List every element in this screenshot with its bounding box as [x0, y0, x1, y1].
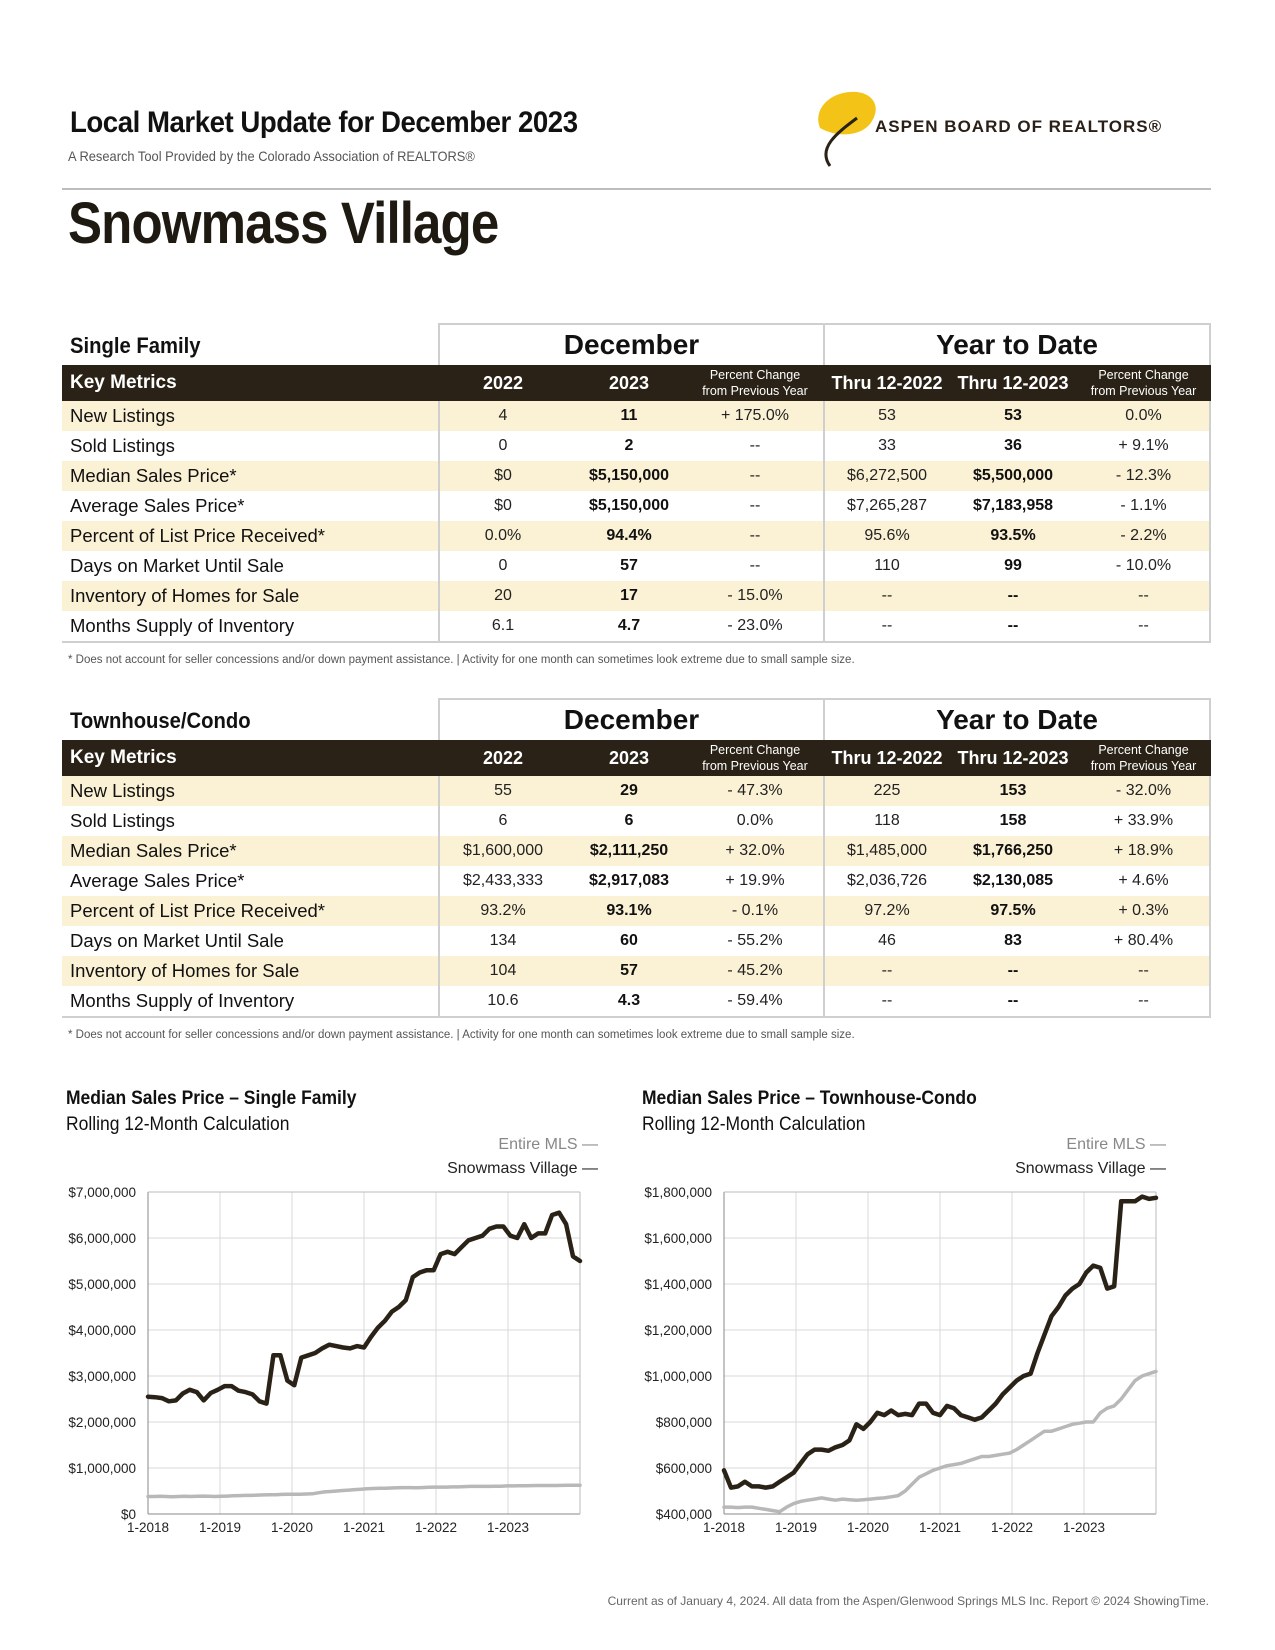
cell-ypct: + 4.6% — [1118, 872, 1169, 889]
cell-y23: 158 — [999, 812, 1027, 829]
cell-ypct: + 33.9% — [1113, 812, 1174, 829]
cell-y22: $6,272,500 — [846, 467, 928, 484]
y-tick-label: $0 — [120, 1507, 136, 1522]
x-tick-label: 1-2018 — [702, 1520, 746, 1535]
cell-ypct: 0.0% — [1125, 407, 1162, 424]
cell-ypct: + 9.1% — [1118, 437, 1169, 454]
cell-y23: 153 — [999, 782, 1027, 799]
cell-y23: $7,183,958 — [972, 497, 1054, 514]
cell-d22: 4 — [498, 407, 508, 424]
column-header-row — [62, 365, 1211, 401]
percent-change-line1: Percent Change — [1098, 743, 1189, 757]
column-header-2022: 2022 — [482, 373, 524, 393]
table-row — [62, 806, 1211, 836]
cell-d22: 0 — [498, 437, 508, 454]
cell-y22: 33 — [878, 437, 896, 454]
cell-ypct: - 10.0% — [1115, 557, 1172, 574]
table-row — [62, 581, 1211, 611]
footer-note: Current as of January 4, 2024. All data from the Aspen/Glenwood Springs MLS Inc. Report © 2024 ShowingTime. — [607, 1594, 1209, 1608]
table-row — [62, 491, 1211, 521]
cell-y22: 110 — [874, 557, 900, 574]
cell-dpct: + 175.0% — [720, 407, 790, 424]
cell-y22: 95.6% — [864, 527, 910, 544]
cell-d22: 6 — [498, 812, 508, 829]
cell-y22: -- — [881, 587, 893, 604]
section-header — [62, 698, 1211, 740]
cell-d22: 93.2% — [480, 902, 526, 919]
cell-dpct: -- — [749, 497, 761, 514]
x-tick-label: 1-2023 — [1062, 1520, 1106, 1535]
column-header-percent-change — [1076, 367, 1211, 399]
cell-y22: $7,265,287 — [846, 497, 928, 514]
group-header-ytd: Year to Date — [823, 698, 1211, 740]
cell-d23: 2 — [624, 437, 634, 454]
logo-text: ASPEN BOARD OF REALTORS® — [875, 117, 1163, 136]
chart-subtitle-single-family: Rolling 12-Month Calculation — [66, 1114, 290, 1135]
section-title: Townhouse/Condo — [70, 708, 251, 733]
cell-y22: -- — [881, 992, 893, 1009]
cell-y22: $2,036,726 — [846, 872, 928, 889]
cell-d23: 94.4% — [606, 527, 652, 544]
metric-label: Median Sales Price* — [70, 465, 237, 486]
cell-y23: -- — [1007, 992, 1019, 1009]
column-divider — [823, 401, 825, 641]
x-tick-label: 1-2020 — [270, 1520, 314, 1535]
group-header-ytd: Year to Date — [823, 323, 1211, 365]
x-tick-label: 1-2022 — [990, 1520, 1034, 1535]
cell-d23: 11 — [620, 407, 638, 424]
table-row — [62, 896, 1211, 926]
column-divider — [438, 776, 440, 1016]
cell-y23: 53 — [1004, 407, 1022, 424]
column-header-percent-change — [1076, 742, 1211, 774]
y-tick-label: $1,000,000 — [68, 1461, 136, 1476]
chart-title-single-family: Median Sales Price – Single Family — [66, 1088, 357, 1109]
cell-y22: 97.2% — [864, 902, 910, 919]
y-tick-label: $1,400,000 — [644, 1277, 712, 1292]
cell-ypct: + 80.4% — [1113, 932, 1174, 949]
cell-dpct: -- — [749, 557, 761, 574]
report-title: Local Market Update for December 2023 — [70, 106, 578, 139]
x-tick-label: 1-2023 — [486, 1520, 530, 1535]
column-divider — [438, 401, 440, 641]
legend-entire-mls: Entire MLS — — [1066, 1136, 1166, 1153]
metric-label: Inventory of Homes for Sale — [70, 960, 300, 981]
cell-y23: -- — [1007, 962, 1019, 979]
cell-dpct: + 32.0% — [725, 842, 785, 859]
cell-ypct: -- — [1138, 617, 1149, 634]
cell-y23: -- — [1007, 617, 1019, 634]
x-tick-label: 1-2021 — [342, 1520, 386, 1535]
x-tick-label: 1-2019 — [198, 1520, 242, 1535]
metric-label: Average Sales Price* — [70, 870, 245, 891]
table-row — [62, 836, 1211, 866]
table-row — [62, 461, 1211, 491]
percent-change-line1: Percent Change — [709, 743, 801, 757]
cell-dpct: -- — [749, 437, 761, 454]
cell-dpct: - 23.0% — [727, 617, 783, 634]
cell-d22: 55 — [494, 782, 512, 799]
cell-d22: 134 — [489, 932, 517, 949]
y-tick-label: $2,000,000 — [68, 1415, 136, 1430]
metric-label: Sold Listings — [70, 435, 175, 456]
cell-y23: -- — [1007, 587, 1019, 604]
y-tick-label: $4,000,000 — [68, 1323, 136, 1338]
percent-change-line2: from Previous Year — [702, 384, 808, 398]
percent-change-line2: from Previous Year — [702, 759, 808, 773]
cell-d22: 20 — [494, 587, 512, 604]
y-tick-label: $6,000,000 — [68, 1231, 136, 1246]
footnote-single-family: * Does not account for seller concessions and/or down payment assistance. | Activity for one month can sometimes look extreme due to small sample size. — [68, 654, 855, 666]
table-row — [62, 986, 1211, 1016]
cell-dpct: + 19.9% — [725, 872, 785, 889]
group-header-december: December — [438, 323, 825, 365]
percent-change-line1: Percent Change — [709, 368, 801, 382]
cell-y23: 97.5% — [990, 902, 1036, 919]
percent-change-line1: Percent Change — [1098, 368, 1189, 382]
column-header-thru2022: Thru 12-2022 — [831, 748, 943, 768]
footnote-townhouse-condo: * Does not account for seller concessions and/or down payment assistance. | Activity for one month can sometimes look extreme due to small sample size. — [68, 1029, 855, 1041]
cell-y23: $1,766,250 — [972, 842, 1054, 859]
metric-label: Inventory of Homes for Sale — [70, 585, 300, 606]
cell-d23: 4.3 — [617, 992, 641, 1009]
cell-dpct: - 0.1% — [731, 902, 779, 919]
cell-d23: $2,111,250 — [589, 842, 669, 859]
cell-ypct: -- — [1138, 587, 1149, 604]
y-tick-label: $1,600,000 — [644, 1231, 712, 1246]
cell-d23: 93.1% — [606, 902, 652, 919]
cell-dpct: - 47.3% — [727, 782, 783, 799]
cell-y22: 225 — [873, 782, 901, 799]
cell-d22: $0 — [494, 467, 512, 484]
cell-d23: 60 — [620, 932, 638, 949]
section-title: Single Family — [70, 333, 201, 358]
column-header-percent-change — [692, 742, 818, 774]
chart-subtitle-townhouse-condo: Rolling 12-Month Calculation — [642, 1114, 866, 1135]
column-header-2023: 2023 — [608, 373, 650, 393]
cell-ypct: + 18.9% — [1113, 842, 1174, 859]
x-tick-label: 1-2018 — [126, 1520, 170, 1535]
metric-label: Average Sales Price* — [70, 495, 245, 516]
cell-d22: $2,433,333 — [462, 872, 544, 889]
cell-y22: 53 — [878, 407, 896, 424]
area-name: Snowmass Village — [68, 191, 499, 256]
column-header-2022: 2022 — [482, 748, 524, 768]
column-header-thru2023: Thru 12-2023 — [957, 373, 1069, 393]
townhouse-condo-table — [62, 698, 1211, 1024]
x-tick-label: 1-2019 — [774, 1520, 818, 1535]
column-divider — [1209, 776, 1211, 1016]
x-tick-label: 1-2022 — [414, 1520, 458, 1535]
column-header-row — [62, 740, 1211, 776]
metric-label: Sold Listings — [70, 810, 175, 831]
cell-y23: 99 — [1004, 557, 1022, 574]
table-row — [62, 611, 1211, 641]
cell-d23: 57 — [620, 557, 638, 574]
table-row — [62, 551, 1211, 581]
cell-dpct: - 55.2% — [727, 932, 783, 949]
cell-ypct: + 0.3% — [1118, 902, 1169, 919]
cell-ypct: - 1.1% — [1120, 497, 1167, 514]
cell-d23: 4.7 — [617, 617, 641, 634]
column-header-key-metrics: Key Metrics — [70, 372, 177, 393]
x-tick-label: 1-2020 — [846, 1520, 890, 1535]
cell-y22: $1,485,000 — [846, 842, 928, 859]
cell-d22: 104 — [489, 962, 517, 979]
metric-label: Months Supply of Inventory — [70, 615, 295, 636]
cell-dpct: 0.0% — [736, 812, 774, 829]
percent-change-line2: from Previous Year — [1090, 759, 1197, 773]
cell-d23: $2,917,083 — [588, 872, 670, 889]
table-row — [62, 521, 1211, 551]
y-tick-label: $1,200,000 — [644, 1323, 712, 1338]
y-tick-label: $1,000,000 — [644, 1369, 712, 1384]
cell-y22: 46 — [878, 932, 896, 949]
metric-label: New Listings — [70, 405, 175, 426]
metric-label: Days on Market Until Sale — [70, 555, 284, 576]
table-row — [62, 866, 1211, 896]
line-chart-single-family — [50, 1180, 610, 1540]
line-chart-townhouse-condo — [626, 1180, 1186, 1540]
y-tick-label: $400,000 — [655, 1507, 712, 1522]
metric-label: Percent of List Price Received* — [70, 525, 326, 546]
cell-d22: $0 — [494, 497, 512, 514]
cell-d23: 29 — [620, 782, 638, 799]
column-header-thru2023: Thru 12-2023 — [957, 748, 1069, 768]
table-row — [62, 776, 1211, 806]
group-header-december: December — [438, 698, 825, 740]
table-bottom-rule — [62, 641, 1211, 643]
cell-d23: 57 — [620, 962, 638, 979]
column-header-key-metrics: Key Metrics — [70, 747, 177, 768]
percent-change-line2: from Previous Year — [1090, 384, 1197, 398]
legend-snowmass-village: Snowmass Village — — [1015, 1160, 1166, 1177]
y-tick-label: $600,000 — [655, 1461, 712, 1476]
table-row — [62, 956, 1211, 986]
cell-ypct: - 12.3% — [1115, 467, 1172, 484]
cell-d22: 0 — [498, 557, 508, 574]
legend-snowmass-village: Snowmass Village — — [447, 1160, 598, 1177]
column-header-percent-change — [692, 367, 818, 399]
y-tick-label: $7,000,000 — [68, 1185, 136, 1200]
y-tick-label: $800,000 — [655, 1415, 712, 1430]
cell-dpct: -- — [749, 467, 761, 484]
legend-entire-mls: Entire MLS — — [498, 1136, 598, 1153]
table-row — [62, 401, 1211, 431]
chart-title-townhouse-condo: Median Sales Price – Townhouse-Condo — [642, 1088, 977, 1109]
cell-ypct: -- — [1138, 962, 1149, 979]
y-tick-label: $1,800,000 — [644, 1185, 712, 1200]
cell-y22: 118 — [874, 812, 900, 829]
cell-d23: 17 — [620, 587, 638, 604]
cell-d22: 6.1 — [491, 617, 515, 634]
cell-ypct: -- — [1138, 992, 1149, 1009]
metric-label: Median Sales Price* — [70, 840, 237, 861]
single-family-table — [62, 323, 1211, 649]
cell-d23: $5,150,000 — [588, 467, 670, 484]
cell-d23: 6 — [624, 812, 634, 829]
cell-y23: $2,130,085 — [972, 872, 1054, 889]
metric-label: Months Supply of Inventory — [70, 990, 295, 1011]
cell-y23: 83 — [1004, 932, 1022, 949]
column-header-2023: 2023 — [608, 748, 650, 768]
cell-dpct: - 45.2% — [727, 962, 783, 979]
table-bottom-rule — [62, 1016, 1211, 1018]
cell-y23: 93.5% — [990, 527, 1036, 544]
cell-d22: 10.6 — [487, 992, 519, 1009]
cell-d23: $5,150,000 — [588, 497, 670, 514]
cell-ypct: - 32.0% — [1115, 782, 1172, 799]
cell-dpct: -- — [749, 527, 761, 544]
cell-y22: -- — [881, 617, 893, 634]
metric-label: Percent of List Price Received* — [70, 900, 326, 921]
y-tick-label: $5,000,000 — [68, 1277, 136, 1292]
cell-dpct: - 15.0% — [727, 587, 783, 604]
table-row — [62, 431, 1211, 461]
cell-d22: 0.0% — [484, 527, 522, 544]
cell-d22: $1,600,000 — [462, 842, 544, 859]
cell-y23: 36 — [1004, 437, 1022, 454]
table-row — [62, 926, 1211, 956]
metric-label: New Listings — [70, 780, 175, 801]
column-divider — [823, 776, 825, 1016]
x-tick-label: 1-2021 — [918, 1520, 962, 1535]
y-tick-label: $3,000,000 — [68, 1369, 136, 1384]
cell-y23: $5,500,000 — [972, 467, 1054, 484]
cell-y22: -- — [881, 962, 893, 979]
column-header-thru2022: Thru 12-2022 — [831, 373, 943, 393]
cell-ypct: - 2.2% — [1120, 527, 1167, 544]
report-subtitle: A Research Tool Provided by the Colorado Association of REALTORS® — [68, 148, 475, 164]
metric-label: Days on Market Until Sale — [70, 930, 284, 951]
cell-dpct: - 59.4% — [727, 992, 783, 1009]
section-header — [62, 323, 1211, 365]
column-divider — [1209, 401, 1211, 641]
